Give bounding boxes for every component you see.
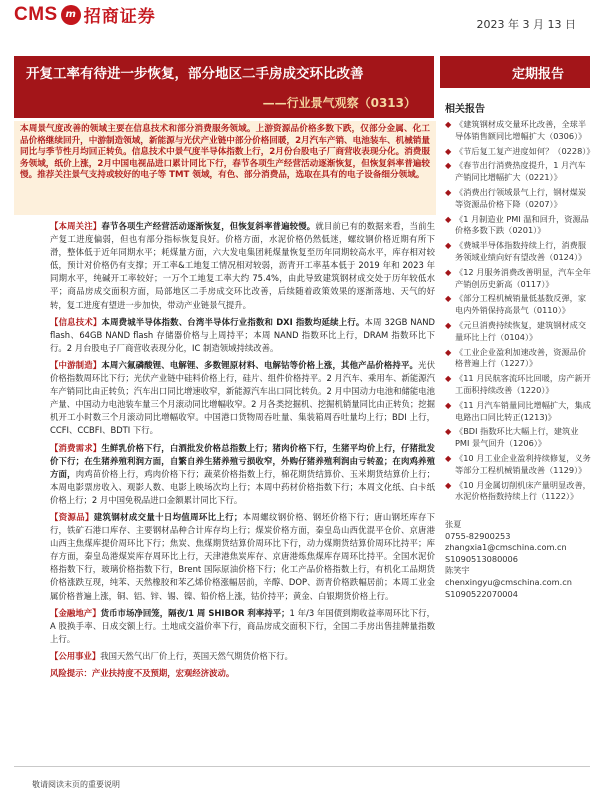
section-lead: 本周费城半导体指数、台湾半导体行业指数和 DXI 指数均延续上行。	[101, 316, 365, 327]
section-lead: 春节各项生产经营活动逐渐恢复，但恢复斜率普遍较慢。	[101, 221, 316, 231]
section-tag: 【本周关注】	[50, 221, 102, 231]
related-report-item[interactable]	[445, 347, 591, 371]
section-paragraph	[50, 359, 435, 438]
sidebar	[445, 100, 595, 600]
bullet-icon: ◆	[445, 479, 452, 490]
analyst-name: 陈笑宇	[445, 565, 470, 576]
analyst-license: S1090522070004	[445, 588, 518, 599]
logo-mark-icon: m	[61, 5, 81, 25]
section-tag: 【资源品】	[50, 511, 94, 522]
bullet-icon: ◆	[445, 373, 452, 384]
related-report-item[interactable]	[445, 373, 591, 397]
summary-box: 本周景气度改善的领域主要在信息技术和部分消费服务领域。上游资源品价格多数下跌，仅部分金属、化工品价格继续回升，中游制造领域，新能源与光伏产业链中部分价格回暖，2月汽车产销、电池装车、机械销量同比与季节性月均回正转负。信息技术中景气度半导体指数上行，2月份台股电子厂商营收表现分化。消费服务领域，纸价上涨，2月中国电视品进口累计同比下行，春节各项生产经营活动逐渐恢复，但恢复斜率普遍较慢。推荐关注景气支持或较好的电子等 TMT 领域，有色、部分消费品，选取在具有的电子设备细分领域。	[14, 121, 436, 215]
report-title: 开复工率有待进一步恢复，部分地区二手房成交环比改善	[26, 66, 364, 82]
bullet-icon: ◆	[445, 399, 452, 410]
section-tag: 【金融地产】	[50, 607, 101, 618]
title-banner	[14, 56, 434, 118]
analyst-email[interactable]: chenxingyu@cmschina.com.cn	[445, 577, 572, 588]
risk-warning	[50, 667, 435, 680]
logo-latin: CMS	[14, 3, 58, 25]
related-report-item[interactable]	[445, 214, 591, 238]
related-report-item[interactable]	[445, 187, 591, 211]
section-lead: 建筑钢材成交量十日均值周环比上行；	[93, 511, 243, 522]
related-report-item[interactable]	[445, 320, 591, 344]
report-subtitle: ——行业景气观察（0313）	[262, 96, 416, 110]
main-body	[50, 220, 435, 684]
page-header	[0, 0, 600, 50]
section-text: 光伏价格指数周环比下行；光伏产业链中硅料价格上行，硅片、组件价格持平。2 月汽车、乘用车、新能源汽车产销同比由正转负；汽车出口同比增速收窄，新能源汽车出口同比转负。2 月中国动力电池和储能电池产量、中国动力电池装车量三个月滚动同比增幅收窄。2 月各类挖掘机、挖掘机销量同比由正转负；挖掘机开工小时数三个月滚动同比增幅收窄。中国港口货物周吞吐量、集装箱周吞吐量均上行；BDI 上行，CCFI、CCBFI、BDTI 下行。	[50, 359, 436, 436]
related-report-title: 《1 月制造业 PMI 温和回升，资源品价格多数下跌（0201）》	[455, 213, 589, 236]
bullet-icon: ◆	[445, 186, 452, 197]
related-report-title: 《费城半导体指数持续上行，消费服务领域业绩向好有望改善（0124）》	[455, 240, 587, 262]
related-report-title: 《BDI 指数环比大幅上行，建筑业 PMI 景气回升（1206）》	[455, 426, 579, 449]
report-type-badge	[440, 56, 590, 88]
section-tag: 【信息技术】	[50, 316, 102, 327]
section-paragraph	[50, 607, 435, 646]
related-reports-heading: 相关报告	[445, 104, 485, 115]
related-report-title: 《12 月服务消费改善明显，汽车全年产销创历史新高（0117）》	[455, 266, 591, 289]
bullet-icon: ◆	[445, 240, 452, 251]
analyst-contacts	[445, 519, 591, 600]
related-report-item[interactable]	[445, 145, 595, 158]
section-tag: 【中游制造】	[50, 359, 102, 370]
related-report-title: 《部分工程机械销量低基数反弹，家电内外销保持高景气（0110）》	[455, 293, 587, 316]
bullet-icon: ◆	[445, 346, 452, 357]
related-report-item[interactable]	[445, 480, 591, 504]
section-tag: 风险提示：	[50, 668, 92, 678]
logo-chinese: 招商证券	[83, 7, 156, 27]
bullet-icon: ◆	[445, 213, 452, 224]
section-lead: 本周六氟磷酸锂、电解锂、多数锂原材料、电解钴等价格上涨，其他产品价格持平。	[101, 359, 419, 370]
analyst-name: 张夏	[445, 519, 462, 530]
section-paragraph	[50, 511, 435, 603]
section-paragraph	[50, 316, 435, 355]
bullet-icon: ◆	[445, 426, 452, 437]
section-text: 本周 32GB NAND flash、64GB NAND flash 存储器价格与上周持平；本周 NAND 指数环比上行，DRAM 指数环比下行。2 月台股电子厂商营收表现分化，IC 制造领域持续改善。	[50, 316, 435, 353]
bullet-icon: ◆	[445, 319, 452, 330]
report-type-label: 定期报告	[512, 67, 565, 82]
related-report-title: 《工业企业盈利加速改善，资源品价格普遍上行（1227）》	[455, 346, 587, 369]
section-paragraph	[50, 220, 435, 312]
related-report-title: 《节后复工复产进度如何？（0228）》	[455, 145, 595, 156]
related-report-item[interactable]	[445, 293, 591, 317]
section-text: 我国天然气出厂价上行，英国天然气期货价格下行。	[100, 650, 293, 661]
footer-disclaimer: 敬请阅读末页的重要说明	[32, 780, 120, 789]
section-tag: 【公用事业】	[50, 650, 101, 661]
page-footer	[14, 766, 590, 789]
section-paragraph	[50, 650, 435, 663]
bullet-icon: ◆	[445, 452, 452, 463]
related-report-title: 《10 月工业企业盈利持续修复，义务等部分工程机械销量改善（1129）》	[455, 452, 591, 475]
related-report-title: 《建筑钢材成交量环比改善，全球半导体销售额同比增幅扩大（0306）》	[455, 119, 587, 141]
analyst-email[interactable]: zhangxia1@cmschina.com.cn	[445, 542, 567, 553]
report-date: 2023 年 3 月 13 日	[476, 18, 576, 31]
section-text: 产业扶持度不及预期，宏观经济波动。	[91, 668, 235, 678]
related-report-title: 《春节出行消费热度提升，1 月汽车产销同比增幅扩大（0221）》	[455, 160, 586, 183]
related-report-item[interactable]	[445, 400, 591, 424]
section-text: 本周螺纹钢价格、钢坯价格下行；唐山钢坯库存下行，铁矿石港口库存、主要钢材品种合计库存均上行；煤炭价格方面，秦皇岛山西优混平仓价、京唐港山西主焦煤库提价周环比下行；焦炭、焦煤期货结算价周环比下行，动力煤期货结算价周环比持平；库存方面，秦皇岛港煤炭库存周环比上行，天津港焦炭库存、京唐港炼焦煤库存周环比持平。全国水泥价格指数下行，玻璃价格指数下行，Brent 国际原油价格下行；化工产品价格指数上行，有机化工品期货价格涨跌互现，纯苯、天然橡胶和苯乙烯价格涨幅居前，辛醇、DOP、沥青价格跌幅居前；本周工业金属价格普遍上涨，铜、铝、锌、锡、镍、铅价格上涨，钴价持平；黄金、白银期货价格上行。	[50, 511, 436, 601]
section-lead: 生鲜乳价格下行，白酒批发价格总指数上行；猪肉价格下行，生猪平均价上行，仔猪批发价下行；在生猪养殖利润方面，自繁自养生猪养殖亏损收窄，外购仔猪养殖利润由亏转盈；在肉鸡养殖方面，	[50, 442, 435, 479]
related-report-title: 《11 月汽车销量同比增幅扩大，集成电路出口同比转正(1213)》	[455, 399, 591, 422]
analyst-license: S1090513080006	[445, 553, 518, 564]
related-report-item[interactable]	[445, 160, 591, 184]
related-report-item[interactable]	[445, 267, 591, 291]
related-report-title: 《消费出行领域景气上行，钢材煤炭等资源品价格下降（0207）》	[455, 186, 587, 209]
related-report-item[interactable]	[445, 453, 591, 477]
section-tag: 【消费需求】	[50, 442, 102, 453]
bullet-icon: ◆	[445, 145, 452, 156]
cms-logo	[14, 2, 156, 27]
related-report-title: 《10 月金属切削机床产量明显改善，水泥价格指数持续上行（1122）》	[455, 479, 591, 502]
bullet-icon: ◆	[445, 160, 452, 171]
bullet-icon: ◆	[445, 293, 452, 304]
related-report-item[interactable]	[445, 426, 591, 450]
related-report-title: 《元旦消费持续恢复，建筑钢材成交量环比上行（0104）》	[455, 319, 587, 342]
section-text: 就目前已有的数据来看，当前生产复工进度偏弱，但也有部分指标恢复良好。价格方面，水泥价格仍然低迷，螺纹钢价格近期有所下滑，整体低于近年同期水平；耗煤量方面，六大发电集团耗煤量恢复至历年同期较高水平，库存相对较低，预计对价格仍有支撑；开工率&工地复工情况相对较弱，沥青开工率基本低于 2019 年和 2023 年同期水平，纯碱开工率较好；一万个工地复工率大约 75.4%，由此导致建筑钢材成交处于历年较低水平；商品房成交面积方面，局部地区二手房成交环比改善，后续随着政策效果的逐渐落地、天气的好转，复工进度有望进一步加快，带动产业链景气提升。	[50, 221, 436, 310]
bullet-icon: ◆	[445, 119, 452, 129]
related-report-item[interactable]	[445, 240, 591, 264]
section-paragraph	[50, 442, 435, 507]
related-report-title: 《11 月民航客流环比回暖，房产新开工面积持续改善（1220）》	[455, 373, 591, 395]
section-text: 肉鸡苗价格上行，鸡肉价格下行；蔬菜价格指数上行，棉花期货结算价、玉米期货结算价上行；本周电影票房收入、观影人数、电影上映场次均上行；本周中药材价格指数下行；本周文化纸、白卡纸价格上行；2 月中国免税品进口金额累计同比下行。	[50, 468, 436, 505]
section-text: 1 年/3 年国债到期收益率周环比下行，A 股换手率、日成交额上行。土地成交溢价率下行，商品房成交面积下行，全国二手房出售挂牌量指数上行。	[50, 607, 435, 644]
related-report-item[interactable]	[445, 119, 591, 143]
bullet-icon: ◆	[445, 266, 452, 277]
section-lead: 货币市场净回笼，隔夜/1 周 SHIBOR 利率持平；	[100, 607, 290, 618]
analyst-phone: 0755-82900253	[445, 530, 511, 541]
